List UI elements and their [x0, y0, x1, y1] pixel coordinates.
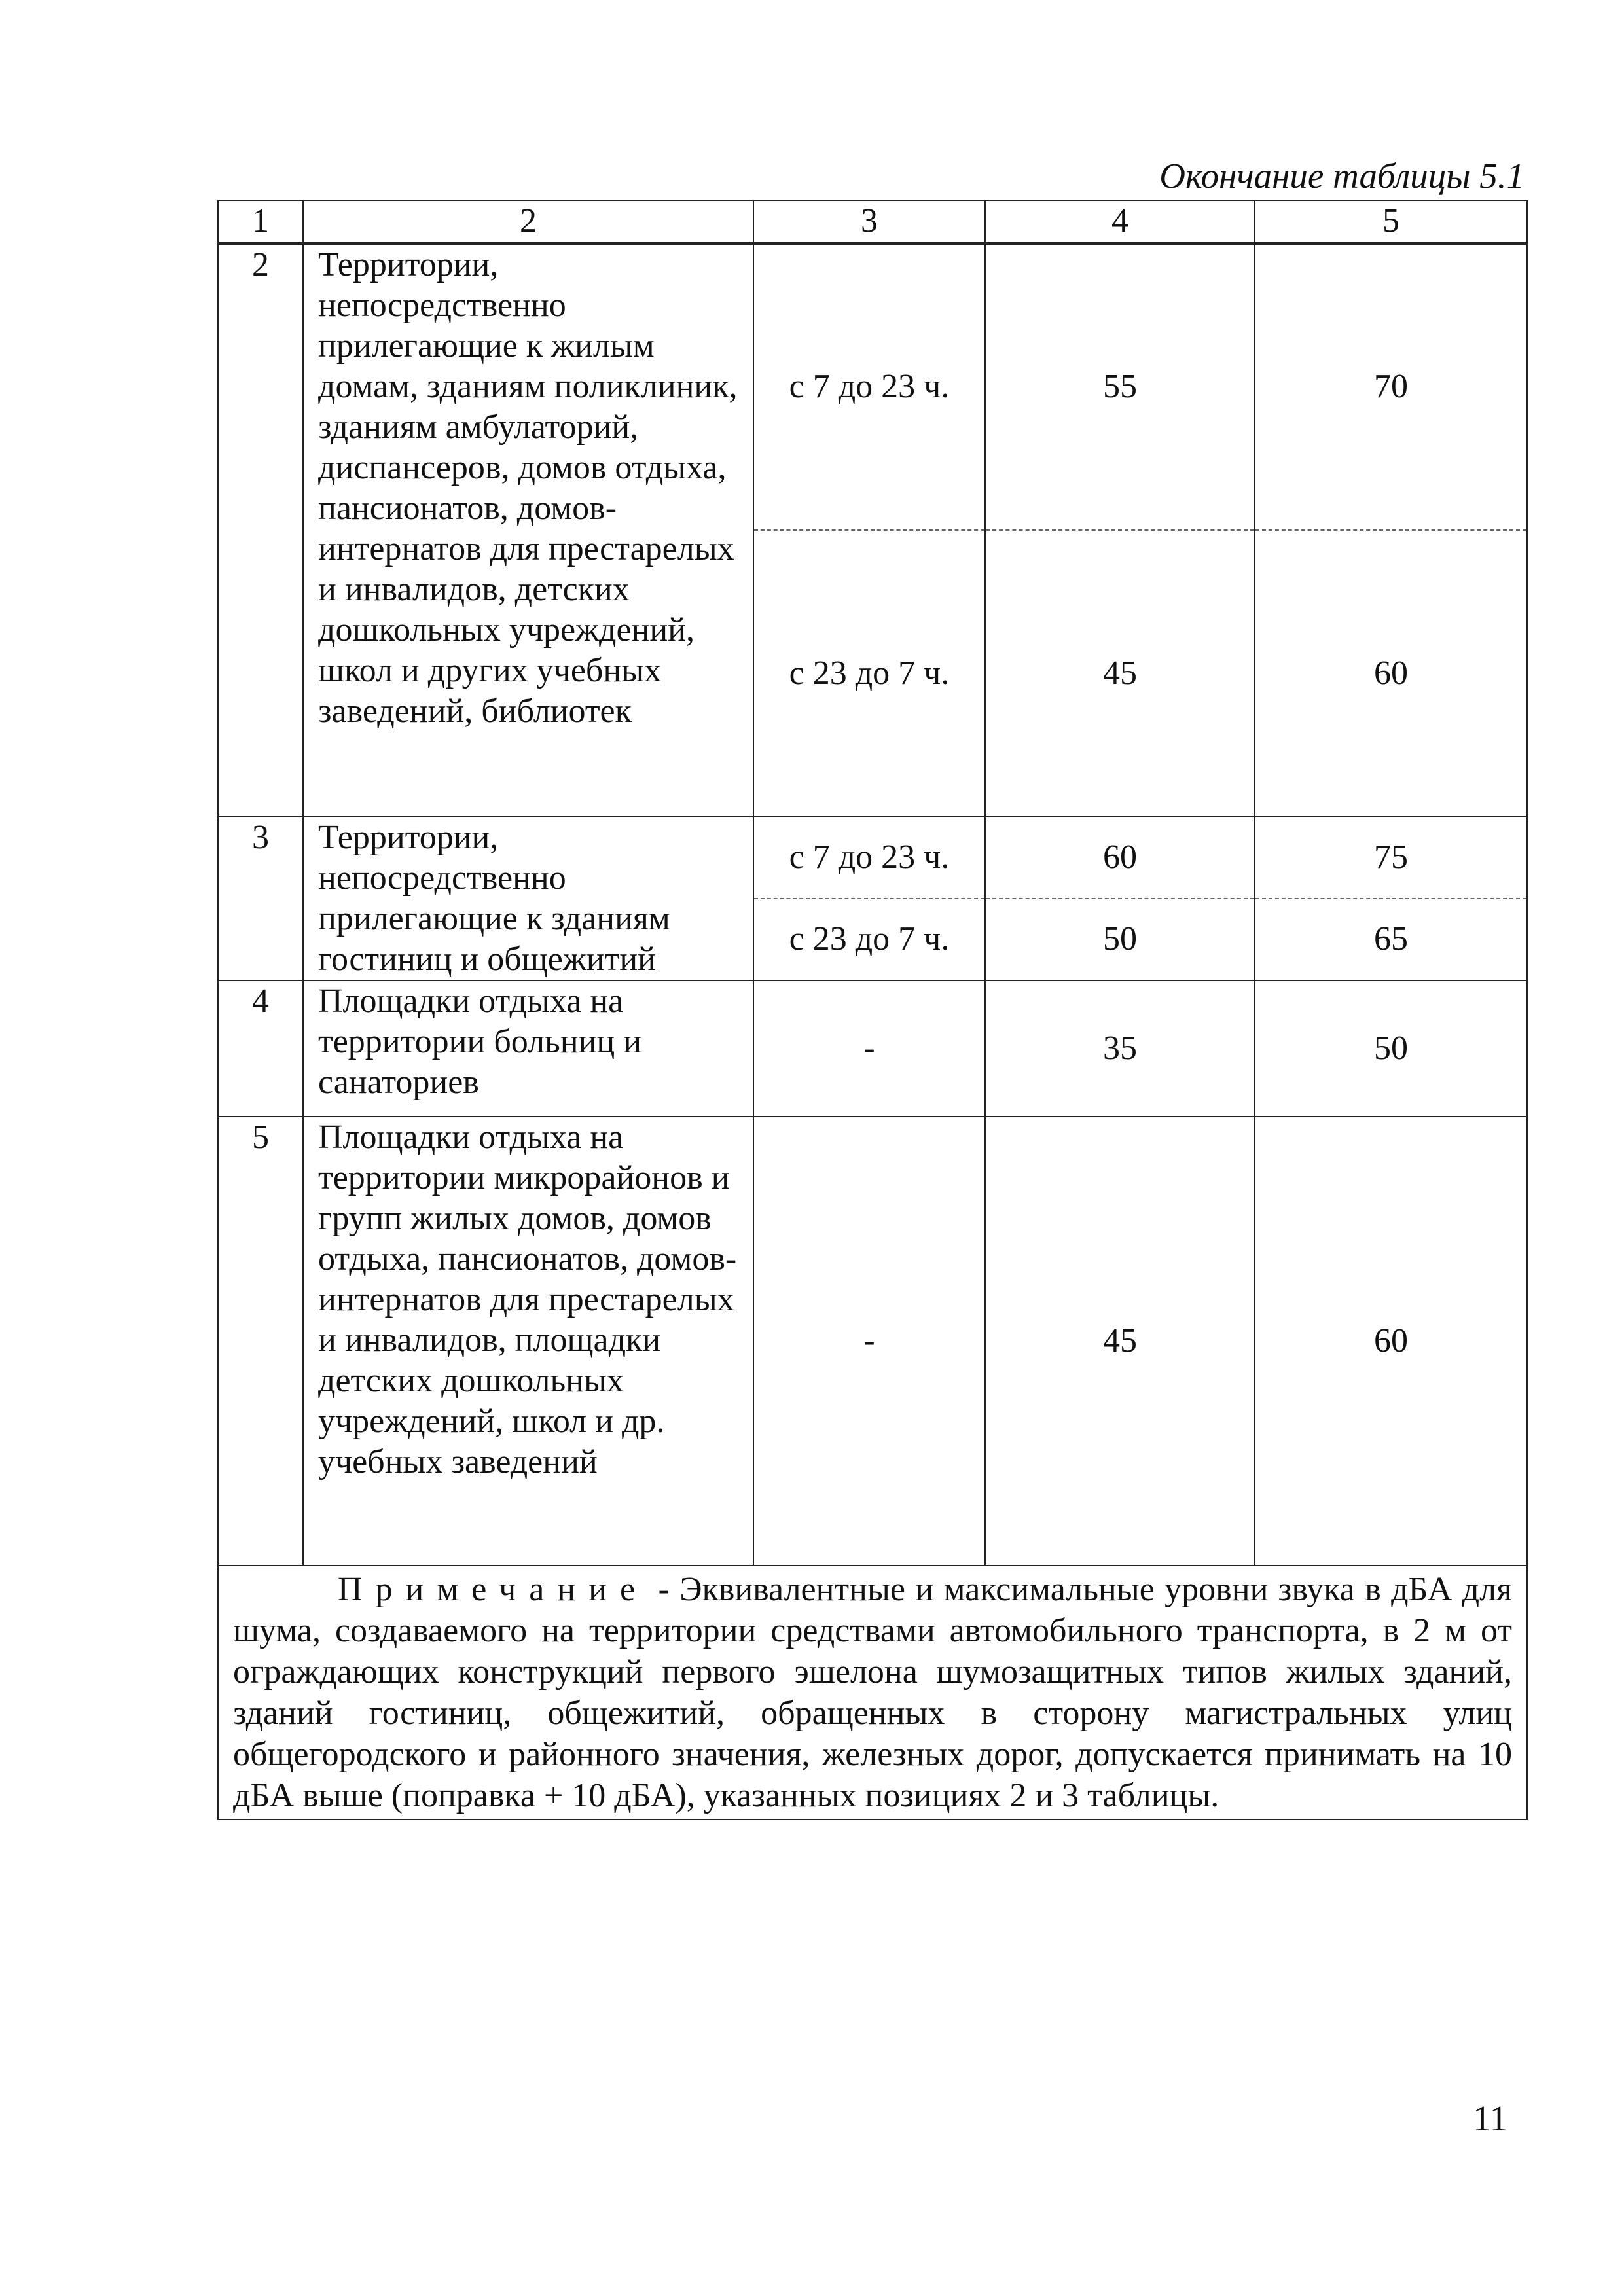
table-row — [218, 243, 1527, 530]
header-cell: 5 — [1255, 200, 1527, 243]
time-period: с 23 до 7 ч. — [753, 899, 985, 980]
row-number: 2 — [218, 243, 303, 817]
territory-name: Территории, непосредственно прилегающие к жилым домам, зданиям поликлиник, зданиям амбулаторий, диспансеров, домов отдыха, пансионатов, домов-интернатов для престарелых и инвалидов, детских дошкольных учреждений, школ и других учебных заведений, библиотек — [303, 243, 753, 817]
table-header-row — [218, 200, 1527, 243]
header-cell: 4 — [985, 200, 1255, 243]
row-number: 4 — [218, 980, 303, 1117]
header-cell: 1 — [218, 200, 303, 243]
time-period: - — [753, 1117, 985, 1566]
note-row — [218, 1566, 1527, 1820]
note-label: Примечание — [338, 1570, 649, 1608]
max-level: 65 — [1255, 899, 1527, 980]
equivalent-level: 50 — [985, 899, 1255, 980]
time-period: - — [753, 980, 985, 1117]
note-text: - Эквивалентные и максимальные уровни звука в дБА для шума, создаваемого на территории средствами автомобильного транспорта, в 2 м от ограждающих конструкций первого эшелона шумозащитных типов жилых зданий, зданий гостиниц, общежитий, обращенных в сторону магистральных улиц общегородского и районного значения, железных дорог, допускается принимать на 10 дБА выше (поправка + 10 дБА), указанных позициях 2 и 3 таблицы. — [233, 1570, 1512, 1814]
time-period: с 7 до 23 ч. — [753, 817, 985, 899]
max-level: 60 — [1255, 530, 1527, 817]
max-level: 75 — [1255, 817, 1527, 899]
max-level: 50 — [1255, 980, 1527, 1117]
row-number: 3 — [218, 817, 303, 980]
noise-level-table — [217, 200, 1528, 1820]
table-row — [218, 1117, 1527, 1566]
table-row — [218, 817, 1527, 899]
equivalent-level: 45 — [985, 530, 1255, 817]
table-note — [218, 1566, 1527, 1820]
territory-name: Территории, непосредственно прилегающие к зданиям гостиниц и общежитий — [303, 817, 753, 980]
max-level: 60 — [1255, 1117, 1527, 1566]
territory-name: Площадки отдыха на территории микрорайонов и групп жилых домов, домов отдыха, пансионатов, домов-интернатов для престарелых и инвалидов, площадки детских дошкольных учреждений, школ и др. учебных заведений — [303, 1117, 753, 1566]
table-caption: Окончание таблицы 5.1 — [1159, 156, 1525, 196]
equivalent-level: 55 — [985, 243, 1255, 530]
header-cell: 3 — [753, 200, 985, 243]
header-cell: 2 — [303, 200, 753, 243]
time-period: с 23 до 7 ч. — [753, 530, 985, 817]
equivalent-level: 45 — [985, 1117, 1255, 1566]
row-number: 5 — [218, 1117, 303, 1566]
equivalent-level: 35 — [985, 980, 1255, 1117]
territory-name: Площадки отдыха на территории больниц и санаториев — [303, 980, 753, 1117]
equivalent-level: 60 — [985, 817, 1255, 899]
time-period: с 7 до 23 ч. — [753, 243, 985, 530]
max-level: 70 — [1255, 243, 1527, 530]
page-number: 11 — [1473, 2098, 1507, 2138]
table-row — [218, 980, 1527, 1117]
